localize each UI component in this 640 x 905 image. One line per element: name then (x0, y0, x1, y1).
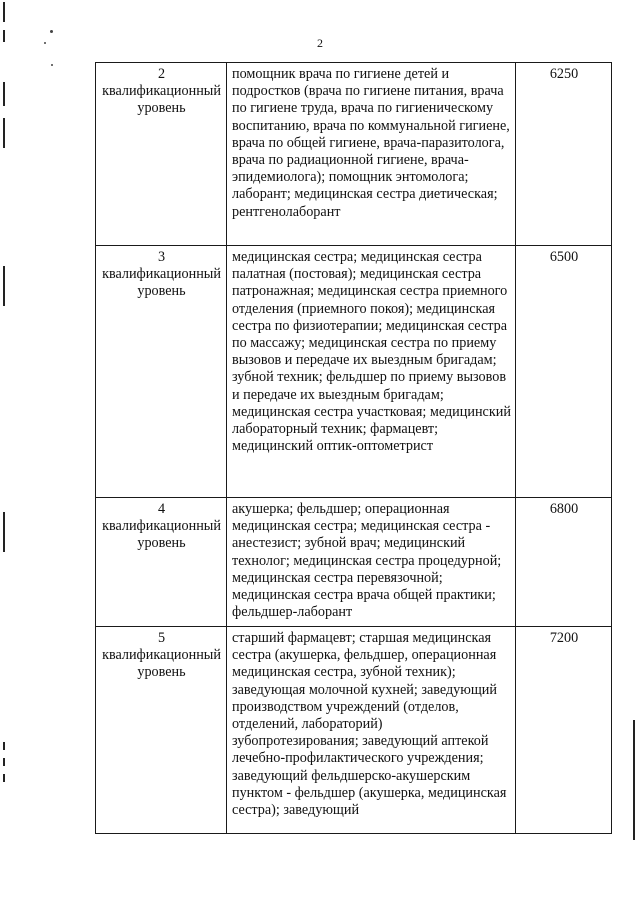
salary-cell: 6500 (516, 246, 612, 498)
scan-edge-mark (3, 774, 5, 782)
positions-cell: акушерка; фельдшер; операционная медицинская сестра; медицинская сестра - анестезист; зубной врач; медицинский технолог; медицинская сестра процедурной; медицинская сестра перевязочной; медицинская сестра врача общей практики; фельдшер-лаборант (227, 498, 516, 627)
level-number: 3 (157, 249, 166, 265)
positions-cell: помощник врача по гигиене детей и подростков (врача по гигиене питания, врача по гигиене труда, врача по гигиеническому воспитанию, врача по коммунальной гигиене, врача по общей гигиене, врача-паразитолога, врача по радиационной гигиене, врача-эпидемиолога); помощник энтомолога; лаборант; медицинская сестра диетическая; рентгенолаборант (227, 63, 516, 246)
salary-cell: 6800 (516, 498, 612, 627)
salary-cell: 6250 (516, 63, 612, 246)
scan-dot (50, 30, 53, 33)
table-row (96, 498, 612, 627)
scan-dot (51, 64, 53, 66)
scan-edge-mark (3, 512, 5, 552)
level-suffix: уровень (137, 100, 186, 117)
level-label: квалификационный (102, 518, 221, 535)
scan-edge-mark (3, 118, 5, 148)
level-suffix: уровень (137, 664, 186, 681)
level-label: квалификационный (102, 83, 221, 100)
level-number: 2 (157, 66, 166, 82)
scan-edge-mark (633, 720, 635, 840)
salary-cell: 7200 (516, 627, 612, 834)
positions-cell: старший фармацевт; старшая медицинская сестра (акушерка, фельдшер, операционная медицинская сестра, зубной техник); заведующая молочной кухней; заведующий производством учреждений (отделов, отделений, лабораторий) зубопротезирования; заведующий аптекой лечебно-профилактического учреждения; заведующий фельдшерско-акушерским пунктом - фельдшер (акушерка, медицинская сестра); заведующий (227, 627, 516, 834)
level-suffix: уровень (137, 535, 186, 552)
scan-edge-mark (3, 2, 5, 22)
table-row (96, 627, 612, 834)
qualification-level-cell (96, 63, 227, 246)
level-label: квалификационный (102, 266, 221, 283)
scan-edge-mark (3, 266, 5, 306)
page-number: 2 (317, 36, 323, 50)
level-number: 4 (157, 501, 166, 517)
scan-edge-mark (3, 742, 5, 750)
level-label: квалификационный (102, 647, 221, 664)
level-suffix: уровень (137, 283, 186, 300)
table-row (96, 246, 612, 498)
table-row (96, 63, 612, 246)
qualification-level-cell (96, 498, 227, 627)
qualification-level-cell (96, 627, 227, 834)
scan-edge-mark (3, 82, 5, 106)
positions-cell: медицинская сестра; медицинская сестра палатная (постовая); медицинская сестра патронажная; медицинская сестра приемного отделения (приемного покоя); медицинская сестра по физиотерапии; медицинская сестра по массажу; медицинская сестра по приему вызовов и передаче их выездным бригадам; зубной техник; фельдшер по приему вызовов и передаче их выездным бригадам; медицинская сестра участковая; медицинский лабораторный техник; фармацевт; медицинский оптик-оптометрист (227, 246, 516, 498)
level-number: 5 (157, 630, 166, 646)
qualification-level-cell (96, 246, 227, 498)
qualification-table (95, 62, 612, 834)
scan-edge-mark (3, 758, 5, 766)
